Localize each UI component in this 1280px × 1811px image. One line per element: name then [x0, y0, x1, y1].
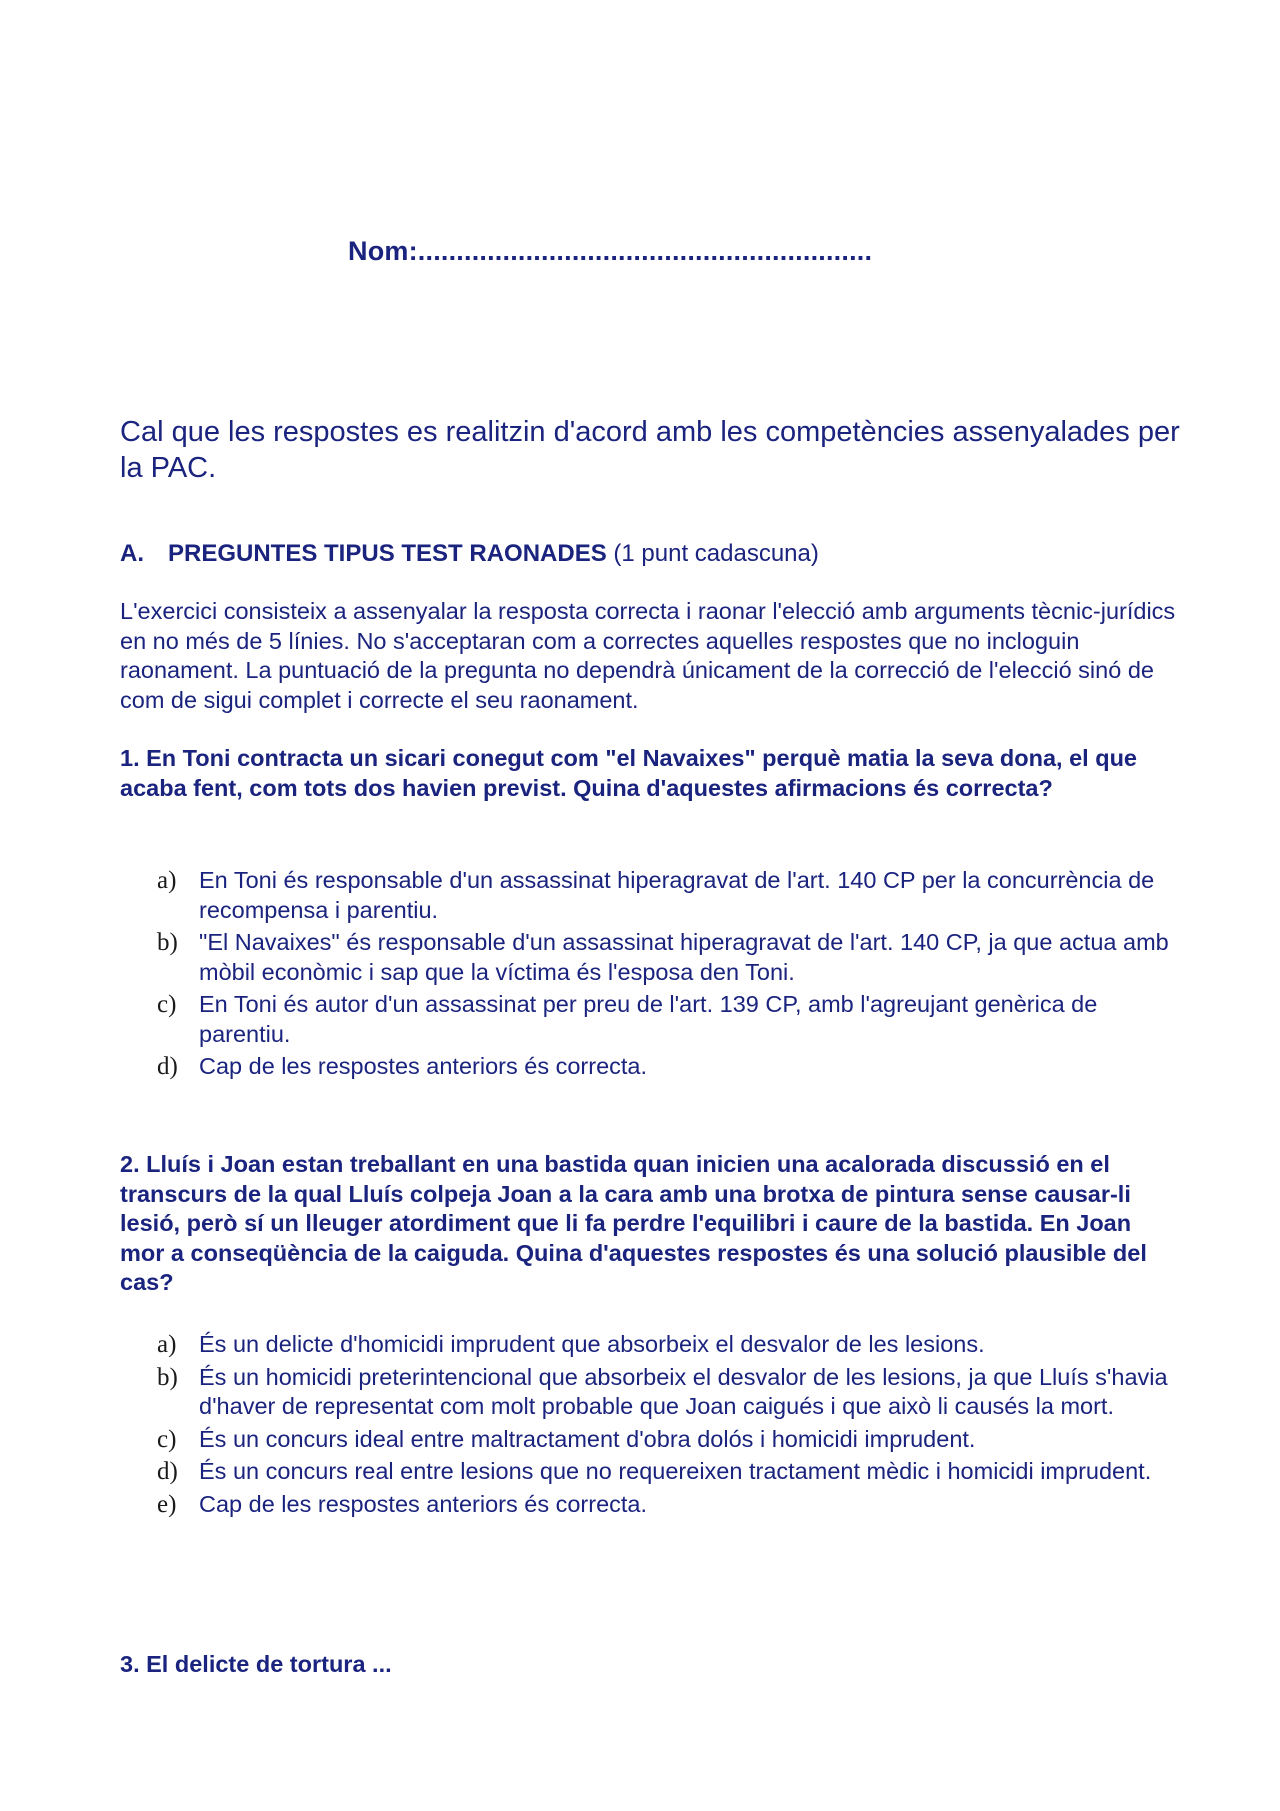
- section-heading: [120, 540, 819, 568]
- option-text: Cap de les respostes anteriors és correcta.: [199, 1053, 648, 1079]
- section-subtitle: (1 punt cadascuna): [606, 540, 819, 567]
- option-text: És un concurs ideal entre maltractament d'obra dolós i homicidi imprudent.: [199, 1425, 976, 1452]
- option-letter: e): [157, 1490, 177, 1518]
- option-item: [155, 990, 1185, 1049]
- option-item: [155, 1425, 1185, 1455]
- question-2: 2. Lluís i Joan estan treballant en una bastida quan inicien una acalorada discussió en el transcurs de la qual Lluís colpeja Joan a la cara amb una brotxa de pintura sense causar-li lesió, però sí un lleuger atordiment que li fa perdre l'equilibri i caure de la bastida. En Joan mor a conseqüència de la caiguda. Quina d'aquestes respostes és una solució plausible del cas?: [120, 1151, 1147, 1295]
- option-item: [155, 1457, 1185, 1487]
- option-item: [155, 866, 1185, 925]
- instructions-paragraph: L'exercici consisteix a assenyalar la resposta correcta i raonar l'elecció amb arguments tècnic-jurídics en no més de 5 línies. No s'acceptaran com a correctes aquelles respostes que no incloguin raonament. La puntuació de la pregunta no dependrà únicament de la correcció de l'elecció sinó de com de sigui complet i correcte el seu raonament.: [120, 598, 1176, 713]
- option-item: [155, 1330, 1185, 1360]
- option-letter: b): [157, 929, 178, 956]
- option-letter: d): [157, 1053, 178, 1080]
- option-text: És un delicte d'homicidi imprudent que absorbeix el desvalor de les lesions.: [199, 1331, 985, 1357]
- section-letter: A.: [120, 540, 144, 567]
- name-field-label: Nom:...........................................................: [348, 236, 873, 266]
- section-title: PREGUNTES TIPUS TEST RAONADES: [168, 540, 607, 567]
- option-text: En Toni és responsable d'un assassinat hiperagravat de l'art. 140 CP per la concurrència de recompensa i parentiu.: [199, 867, 1155, 923]
- option-letter: c): [157, 991, 177, 1018]
- question-1: 1. En Toni contracta un sicari conegut com "el Navaixes" perquè matia la seva dona, el que acaba fent, com tots dos havien previst. Quina d'aquestes afirmacions és correcta?: [120, 745, 1138, 801]
- option-item: [155, 928, 1185, 987]
- option-letter: c): [157, 1425, 177, 1453]
- option-letter: b): [157, 1363, 178, 1391]
- option-text: "El Navaixes" és responsable d'un assassinat hiperagravat de l'art. 140 CP, ja que actua amb mòbil econòmic i sap que la víctima és l'esposa den Toni.: [199, 929, 1169, 985]
- option-item: [155, 1052, 1185, 1082]
- question-1-options: [155, 866, 1185, 1085]
- option-letter: d): [157, 1458, 178, 1485]
- question-3: 3. El delicte de tortura ...: [120, 1651, 392, 1677]
- option-letter: a): [157, 1331, 177, 1358]
- option-text: És un homicidi preterintencional que absorbeix el desvalor de les lesions, ja que Lluís s'havia d'haver de representat com molt probable que Joan caigués i que això li causés la mort.: [199, 1363, 1168, 1419]
- option-item: [155, 1363, 1185, 1422]
- option-letter: a): [157, 867, 177, 894]
- option-text: Cap de les respostes anteriors és correcta.: [199, 1490, 648, 1517]
- question-2-options: [155, 1330, 1185, 1522]
- option-text: És un concurs real entre lesions que no requereixen tractament mèdic i homicidi imprudent.: [199, 1458, 1152, 1484]
- option-item: [155, 1490, 1185, 1520]
- option-text: En Toni és autor d'un assassinat per preu de l'art. 139 CP, amb l'agreujant genèrica de parentiu.: [199, 991, 1098, 1047]
- intro-paragraph: Cal que les respostes es realitzin d'acord amb les competències assenyalades per la PAC.: [120, 416, 1180, 484]
